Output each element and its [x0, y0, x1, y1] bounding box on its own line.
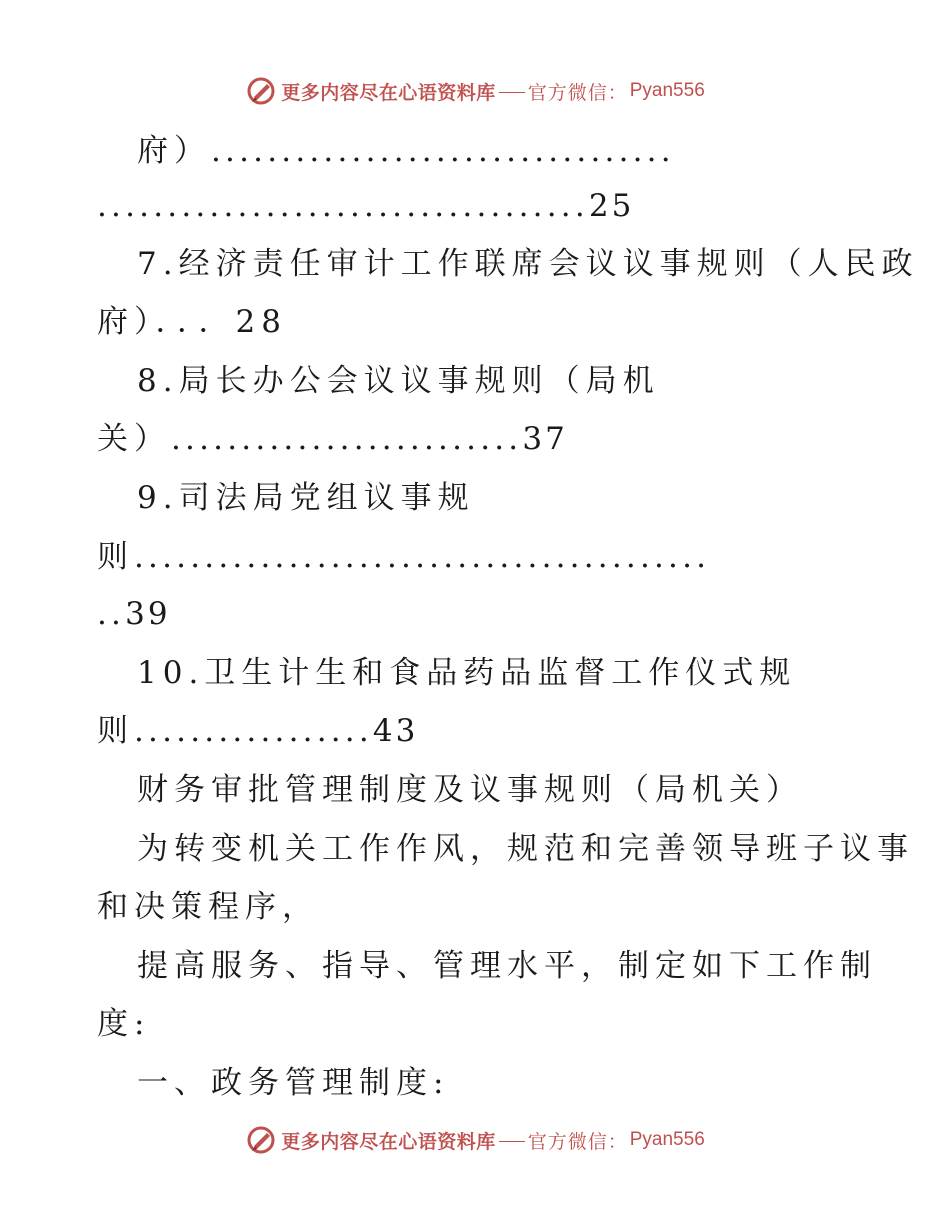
paragraph-2-line-1: 提高服务、指导、管理水平，制定如下工作制	[137, 948, 877, 984]
toc-item-9-page: 39	[125, 596, 171, 632]
toc-item-7-continuation: 府）．．．28	[97, 304, 287, 340]
toc-item-6-page-line	[97, 186, 634, 226]
paragraph-2-line-2: 度:	[97, 1006, 151, 1042]
toc-item-7-title: 7.经济责任审计工作联席会议议事规则（人民政	[137, 246, 919, 282]
watermark-wechat-id: Pyan556	[629, 1129, 705, 1150]
leader-dots: .........................	[171, 421, 523, 457]
toc-item-8-continuation: 关）.........................37	[97, 421, 568, 457]
leader-dots: .........................................	[134, 539, 711, 575]
toc-item-6-page: 25	[588, 188, 635, 224]
watermark-dash	[499, 92, 525, 93]
watermark-dash	[499, 1141, 525, 1142]
pen-logo-icon	[245, 75, 277, 107]
leader-dots: .................................	[211, 133, 675, 169]
watermark-text: 更多内容尽在心语资料库	[281, 81, 496, 104]
leader-dots: ..	[97, 596, 126, 632]
toc-item-8-page: 37	[522, 421, 568, 457]
paragraph-1-line-1: 为转变机关工作作风，规范和完善领导班子议事	[137, 831, 914, 867]
watermark-banner-top	[0, 71, 950, 111]
heading-1: 一、政务管理制度:	[137, 1065, 450, 1101]
toc-item-9-continuation: 则.........................................	[97, 539, 711, 575]
toc-item-9-page-line	[97, 594, 171, 634]
paragraph-1-line-2: 和决策程序，	[97, 889, 319, 925]
toc-item-10-title: 10.卫生计生和食品药品监督工作仪式规	[137, 655, 797, 691]
watermark-banner-bottom	[0, 1120, 950, 1160]
toc-item-8-title: 8.局长办公会议议事规则（局机	[137, 363, 660, 399]
watermark-contact: 官方微信：	[527, 81, 628, 104]
toc-item-6-continuation: 府）.................................	[137, 133, 675, 169]
toc-item-10-continuation: 则.................43	[97, 713, 419, 749]
watermark-contact: 官方微信：	[527, 1130, 628, 1153]
pen-logo-icon	[245, 1124, 277, 1156]
section-title: 财务审批管理制度及议事规则（局机关）	[137, 772, 803, 808]
watermark-text: 更多内容尽在心语资料库	[281, 1130, 496, 1153]
watermark-wechat-id: Pyan556	[629, 80, 705, 101]
toc-item-10-page: 43	[372, 713, 419, 749]
leader-dots: .................	[134, 713, 373, 749]
leader-dots: ...................................	[97, 188, 589, 224]
toc-item-9-title: 9.司法局党组议事规	[137, 480, 475, 516]
